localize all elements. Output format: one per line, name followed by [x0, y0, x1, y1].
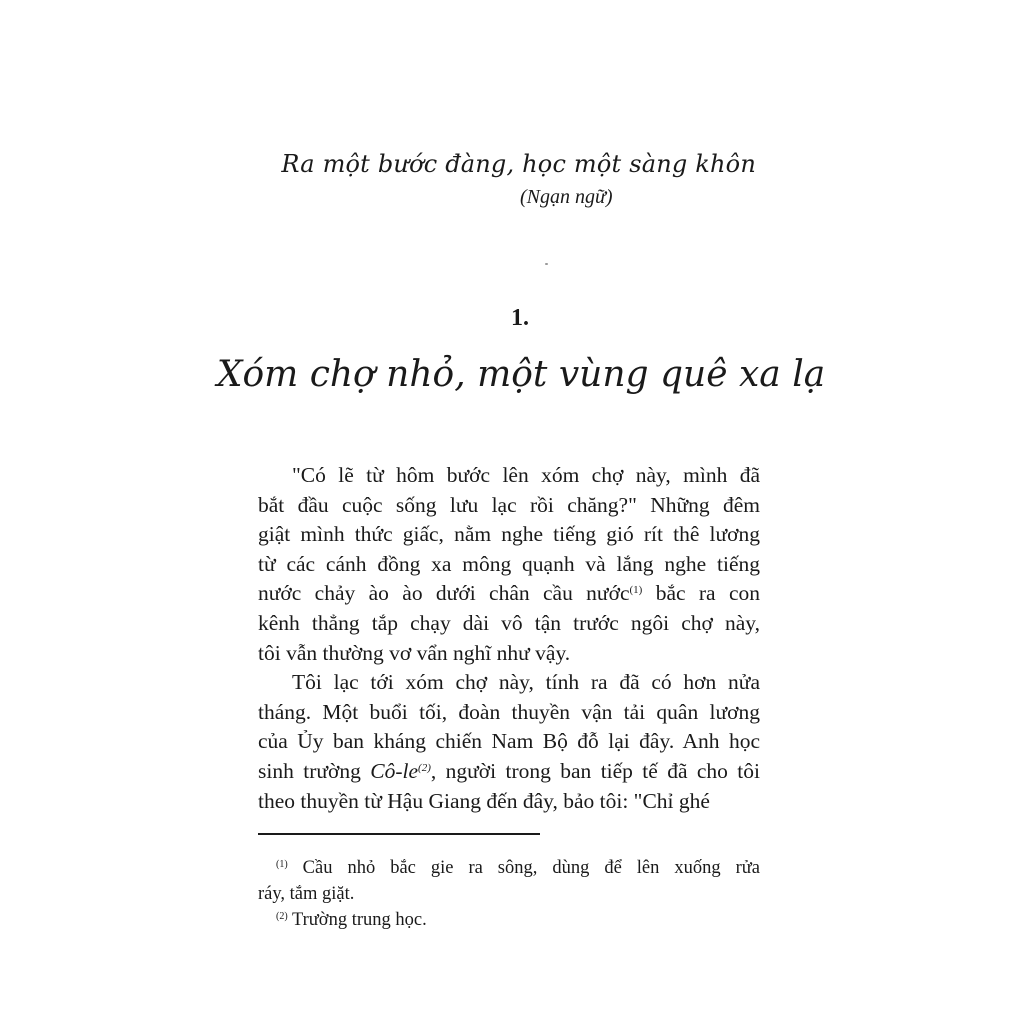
- text-line: của Ủy ban kháng chiến Nam Bộ đỗ lại đây. Anh học: [258, 729, 760, 754]
- footnote-ref: (1): [629, 584, 643, 597]
- footnote-line: ráy, tắm giặt.: [258, 884, 355, 904]
- text-line: tháng. Một buổi tối, đoàn thuyền vận tải quân lương: [258, 699, 760, 724]
- footnote-line: [258, 855, 760, 881]
- text-line: [258, 579, 760, 609]
- body-text: [258, 461, 760, 816]
- footnote-divider: [258, 833, 540, 835]
- footnote-text: Cầu nhỏ bắc gie ra sông, dùng để lên xuống rửa: [302, 858, 761, 878]
- footnote-text: Trường trung học.: [291, 910, 427, 930]
- text-fragment: sinh trường: [258, 758, 371, 783]
- text-line: kênh thẳng tắp chạy dài vô tận trước ngôi chợ này,: [258, 610, 760, 635]
- footnote-mark: (2): [276, 911, 288, 922]
- footnote-line: [258, 907, 760, 933]
- text-line: Tôi lạc tới xóm chợ này, tính ra đã có hơn nửa: [292, 670, 760, 695]
- italic-term: Cô-le: [370, 758, 419, 783]
- text-line: "Có lẽ từ hôm bước lên xóm chợ này, mình đã: [292, 463, 760, 487]
- epigraph-quote: Ra một bước đàng, học một sàng khôn: [281, 150, 756, 178]
- text-line: [258, 757, 760, 787]
- footnote-ref: (2): [418, 761, 431, 774]
- text-line: tôi vẫn thường vơ vẩn nghĩ như vậy.: [258, 640, 571, 665]
- text-fragment: nước chảy ào ào dưới chân cầu nước: [258, 581, 630, 606]
- text-line: giật mình thức giấc, nằm nghe tiếng gió rít thê lương: [258, 522, 760, 547]
- footnotes: [258, 855, 760, 933]
- epigraph-source: (Ngạn ngữ): [520, 186, 613, 208]
- paragraph-2: [258, 668, 760, 816]
- chapter-number: 1.: [511, 305, 529, 331]
- epigraph: [281, 146, 756, 182]
- footnote-1: [258, 855, 760, 907]
- text-line: từ các cánh đồng xa mông quạnh và lắng nghe tiếng: [258, 551, 760, 576]
- chapter-title: Xóm chợ nhỏ, một vùng quê xa lạ: [216, 354, 826, 395]
- paragraph-1: [258, 461, 760, 668]
- text-line: bắt đầu cuộc sống lưu lạc rồi chăng?" Những đêm: [258, 492, 760, 517]
- text-fragment: , người trong ban tiếp tế đã cho tôi: [430, 758, 760, 783]
- footnote-2: [258, 907, 760, 933]
- text-fragment: bắc ra con: [655, 581, 761, 606]
- print-speck: [545, 263, 548, 265]
- footnote-mark: (1): [276, 859, 288, 870]
- text-line: theo thuyền từ Hậu Giang đến đây, bảo tôi: "Chỉ ghé: [258, 788, 710, 813]
